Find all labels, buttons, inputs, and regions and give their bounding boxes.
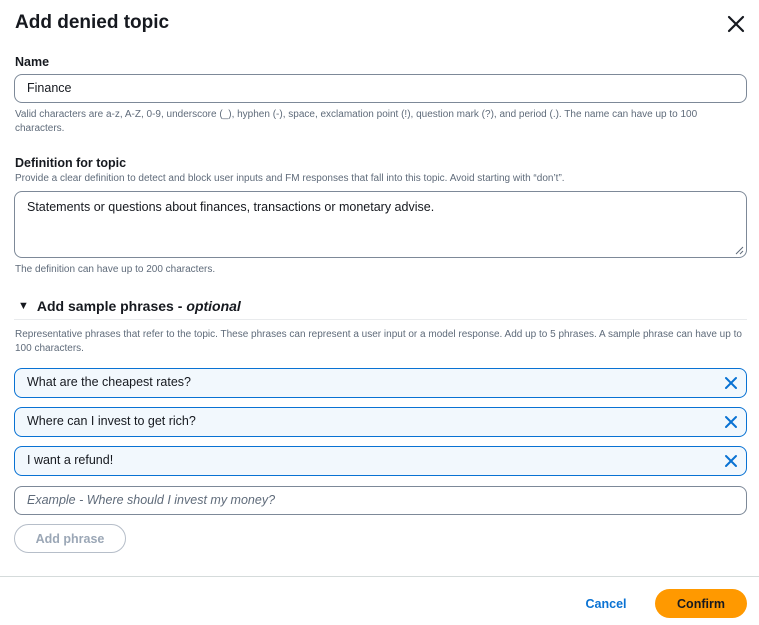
definition-description: Provide a clear definition to detect and block user inputs and FM responses that fall into this topic. Avoid starting with “don’t”.: [15, 173, 565, 184]
dialog-title: Add denied topic: [15, 12, 170, 33]
sample-phrase-item[interactable]: [14, 407, 747, 437]
footer-divider: [0, 576, 759, 577]
add-phrase-button[interactable]: Add phrase: [14, 524, 126, 553]
definition-label: Definition for topic: [15, 156, 127, 170]
definition-hint: The definition can have up to 200 characters.: [15, 264, 216, 275]
definition-textarea[interactable]: [14, 191, 747, 258]
confirm-button[interactable]: Confirm: [655, 589, 747, 618]
definition-text: Statements or questions about finances, transactions or monetary advise.: [27, 200, 435, 214]
resize-grip-icon[interactable]: [735, 246, 744, 255]
cancel-button[interactable]: Cancel: [578, 591, 634, 617]
sample-phrase-text: I want a refund!: [27, 453, 114, 467]
close-icon: [727, 15, 745, 33]
optional-label: optional: [186, 298, 241, 314]
sample-phrase-text: Where can I invest to get rich?: [27, 414, 196, 428]
remove-icon[interactable]: [724, 415, 738, 429]
sample-phrases-title: Add sample phrases -: [36, 298, 183, 314]
close-button[interactable]: [724, 12, 748, 36]
sample-phrases-description: Representative phrases that refer to the topic. These phrases can represent a user input or a model response. Add up to 5 phrases. A sample phrase can have up to 100 characters.: [15, 329, 742, 354]
section-divider: [14, 319, 747, 320]
remove-icon[interactable]: [724, 376, 738, 390]
new-phrase-input[interactable]: Example - Where should I invest my money?: [14, 486, 747, 515]
sample-phrase-text: What are the cheapest rates?: [27, 375, 191, 389]
sample-phrase-item[interactable]: [14, 368, 747, 398]
caret-down-icon: ▼: [18, 300, 29, 312]
sample-phrase-item[interactable]: [14, 446, 747, 476]
remove-icon[interactable]: [724, 454, 738, 468]
name-label: Name: [15, 55, 50, 69]
name-hint: Valid characters are a-z, A-Z, 0-9, underscore (_), hyphen (-), space, exclamation point (!), question mark (?), and period (.). The name can have up to 100 characters.: [15, 109, 698, 134]
sample-phrases-toggle[interactable]: [18, 297, 241, 315]
name-input[interactable]: Finance: [14, 74, 747, 103]
